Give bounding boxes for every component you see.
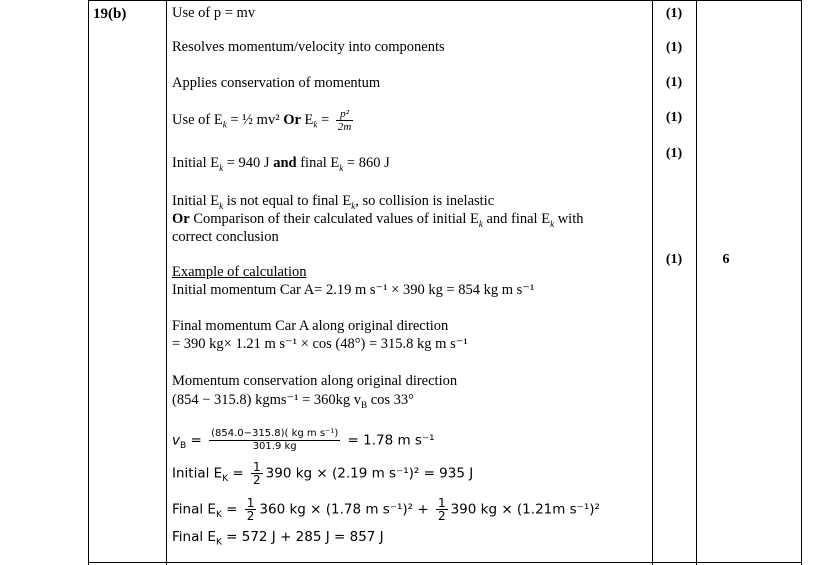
line-inelastic-2: Or Comparison of their calculated values of initial $E_k$ and final $E_k$ with bbox=[172, 211, 584, 229]
table-right-border bbox=[801, 0, 802, 565]
mark-2: (1) bbox=[665, 40, 683, 55]
col-divider-question bbox=[166, 0, 167, 565]
line-calc-final-value: = 390 kg× 1.21 m s⁻¹ × cos (48°) = 315.8 kg m s⁻¹ bbox=[172, 336, 468, 352]
line-inelastic-3: correct conclusion bbox=[172, 229, 279, 245]
line-calc-conservation-heading: Momentum conservation along original direction bbox=[172, 373, 458, 389]
mark-5: (1) bbox=[665, 146, 683, 161]
line-initial-final-ek: Initial $E_k = 940$ J and final $E_k = 860$ J bbox=[172, 155, 390, 173]
question-number: 19(b) bbox=[93, 6, 127, 22]
line-ek-formula: Use of $E_k$ = ½ mv² Or $E_k$ = $\frac{\text{p²}}{2m}$ bbox=[172, 108, 352, 133]
line-calc-final-heading: Final momentum Car A along original direction bbox=[172, 318, 449, 334]
line-inelastic-1: Initial $E_k$ is not equal to final $E_k$, so collision is inelastic bbox=[172, 193, 495, 211]
table-bottom-rule bbox=[88, 562, 801, 563]
table-top-rule bbox=[88, 0, 801, 1]
line-resolve: Resolves momentum/velocity into components bbox=[172, 39, 445, 55]
mark-3: (1) bbox=[665, 75, 683, 90]
line-ek-initial-calc: Initial $E_K$ = $\frac{1}{2}$ 390 kg × (2.19 m s⁻¹)² = 935 J bbox=[172, 460, 474, 487]
mark-1: (1) bbox=[665, 6, 683, 21]
table-left-border bbox=[88, 0, 89, 565]
line-ek-final-calc: Final $E_K$ = $\frac{1}{2}$ 360 kg × (1.78 m s⁻¹)² + $\frac{1}{2}$ 390 kg × (1.21m s⁻¹)² bbox=[172, 496, 600, 523]
line-vb: $v_B$ = $\frac{\text{(854.0−315.8)( kg m s⁻¹)}}{301.9 kg}$ = 1.78 m s⁻¹ bbox=[172, 428, 435, 452]
line-calc-conservation-equation: (854 − 315.8) kgms⁻¹ = 360kg $v_B$ cos 33° bbox=[172, 392, 414, 410]
total-marks: 6 bbox=[722, 252, 730, 267]
example-heading: Example of calculation bbox=[172, 264, 307, 280]
col-divider-mark bbox=[652, 0, 653, 565]
line-ek-final-sum: Final $E_K = 572$ J + 285 J = 857 J bbox=[172, 529, 384, 548]
line-calc-initial-momentum: Initial momentum Car A= 2.19 m s⁻¹ × 390 kg = 854 kg m s⁻¹ bbox=[172, 282, 535, 298]
mark-4: (1) bbox=[665, 110, 683, 125]
line-conserve: Applies conservation of momentum bbox=[172, 75, 381, 91]
mark-6: (1) bbox=[665, 252, 683, 267]
line-use-p-mv: Use of p = mv bbox=[172, 5, 256, 21]
col-divider-total bbox=[696, 0, 697, 565]
